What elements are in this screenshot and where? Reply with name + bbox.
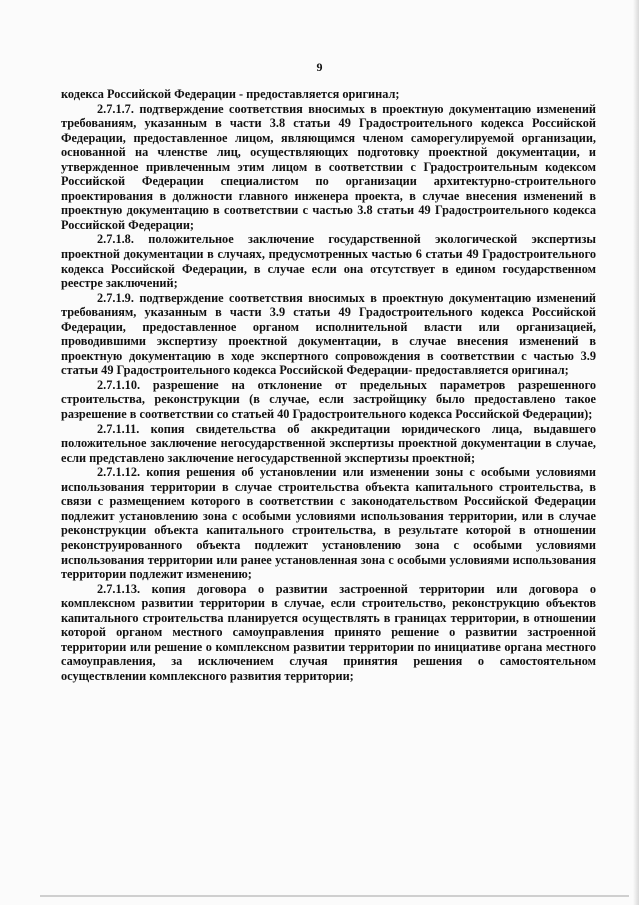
- page-bottom-edge: [40, 895, 629, 897]
- paragraph-2-7-1-11: 2.7.1.11. копия свидетельства об аккредитации юридического лица, выдавшего положительное заключение негосударственной экспертизы проектной документации в случае, если представлено заключение негосударственной экспертизы проектной;: [61, 421, 596, 465]
- document-body: [61, 87, 596, 683]
- paragraph-2-7-1-7: 2.7.1.7. подтверждение соответствия вносимых в проектную документацию изменений требованиям, указанным в части 3.8 статьи 49 Градостроительного кодекса Российской Федерации, предоставленное лицом, являющимся членом саморегулируемой организации, основанной на членстве лиц, осуществляющих подготовку проектной документации, и утвержденное привлеченным этим лицом в соответствии с Градостроительным кодексом Российской Федерации специалистом по организации архитектурно-строительного проектирования в должности главного инженера проекта, в случае внесения изменений в проектную документацию в соответствии с частью 3.8 статьи 49 Градостроительного кодекса Российской Федерации;: [61, 101, 596, 232]
- paragraph-2-7-1-13: 2.7.1.13. копия договора о развитии застроенной территории или договора о комплексном развитии территории в случае, если строительство, реконструкцию объектов капитального строительства планируется осуществлять в границах территории, в отношении которой органом местного самоуправления принято решение о развитии застроенной территории или решение о комплексном развитии территории по инициативе органа местного самоуправления, за исключением случая принятия решения о самостоятельном осуществлении комплексного развития территории;: [61, 581, 596, 683]
- paragraph-2-7-1-12: 2.7.1.12. копия решения об установлении или изменении зоны с особыми условиями использования территории в случае строительства объекта капитального строительства, в связи с размещением которого в соответствии с законодательством Российской Федерации подлежит установлению зона с особыми условиями использования территории, или в случае реконструкции объекта капитального строительства, в результате которой в отношении реконструированного объекта подлежит установлению зона с особыми условиями использования территории или ранее установленная зона с особыми условиями использования территории подлежит изменению;: [61, 465, 596, 582]
- page-edge-shadow: [633, 0, 639, 905]
- paragraph-2-7-1-10: 2.7.1.10. разрешение на отклонение от предельных параметров разрешенного строительства, реконструкции (в случае, если застройщику было предоставлено такое разрешение в соответствии со статьей 40 Градостроительного кодекса Российской Федерации);: [61, 377, 596, 422]
- paragraph-2-7-1-9: 2.7.1.9. подтверждение соответствия вносимых в проектную документацию изменений требованиям, указанным в части 3.9 статьи 49 Градостроительного кодекса Российской Федерации, предоставленное органом исполнительной власти или организацией, проводившими экспертизу проектной документации, в случае внесения изменений в проектную документацию в ходе экспертного сопровождения в соответствии с частью 3.9 статьи 49 Градостроительного кодекса Российской Федерации- предоставляется оригинал;: [61, 290, 596, 378]
- page-number: 9: [316, 60, 323, 74]
- paragraph-continuation: кодекса Российской Федерации - предоставляется оригинал;: [61, 87, 400, 101]
- paragraph-2-7-1-8: 2.7.1.8. положительное заключение государственной экологической экспертизы проектной документации в случаях, предусмотренных частью 6 статьи 49 Градостроительного кодекса Российской Федерации, в случае если она отсутствует в едином государственном реестре заключений;: [61, 232, 596, 291]
